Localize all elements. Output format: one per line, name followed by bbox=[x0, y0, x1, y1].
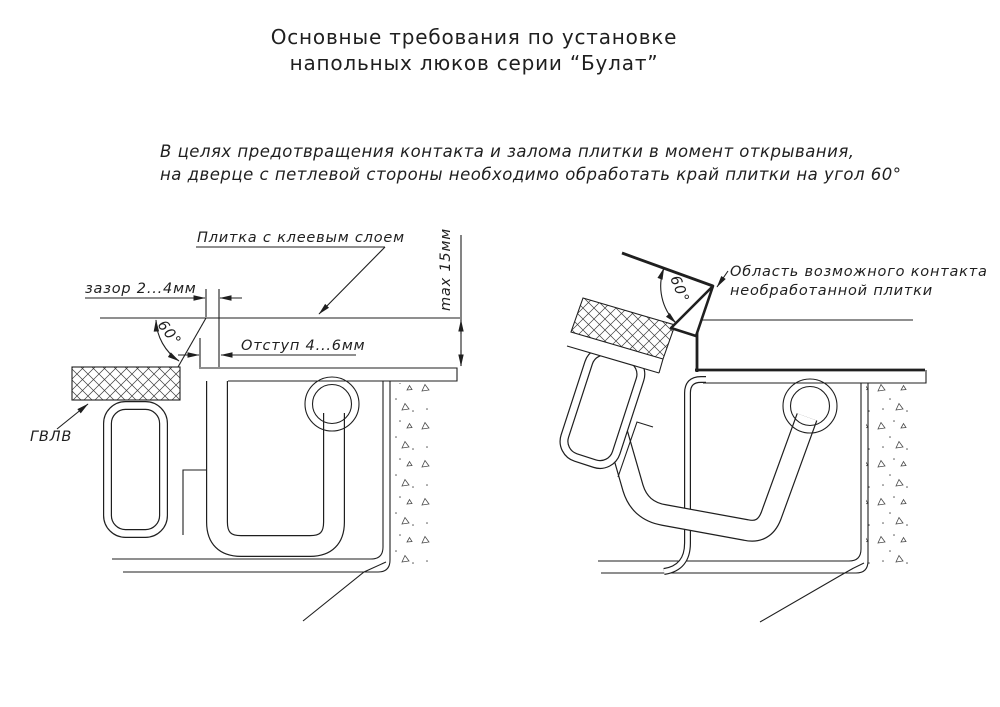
closed-hatch-view bbox=[30, 228, 461, 621]
door-pan-step bbox=[183, 470, 206, 535]
contact-label-leader bbox=[717, 271, 728, 287]
tile-label: Плитка с клеевым слоем bbox=[197, 230, 405, 246]
hinge-arm-tube bbox=[217, 372, 334, 546]
contact-label-line-1: Область возможного контакта bbox=[730, 264, 988, 280]
note-text bbox=[160, 142, 902, 184]
break-line bbox=[303, 562, 386, 621]
gvlv-leader bbox=[57, 404, 88, 429]
door-stiffener-tube bbox=[108, 406, 164, 534]
concrete-texture bbox=[866, 384, 911, 570]
angle-label-open: 60° bbox=[666, 273, 692, 306]
break-line bbox=[760, 563, 864, 622]
note-line-1: В целях предотвращения контакта и залома плитки в момент открывания, bbox=[160, 142, 855, 161]
frame-support-profile bbox=[664, 380, 706, 572]
contact-label-line-2: необработанной плитки bbox=[730, 283, 933, 299]
title-line-2: напольных люков серии “Булат” bbox=[289, 51, 659, 75]
offset-label: Отступ 4...6мм bbox=[241, 338, 366, 354]
open-hatch-view bbox=[560, 253, 988, 622]
gvlv-label: ГВЛВ bbox=[30, 429, 73, 445]
angle-label-closed: 60° bbox=[153, 317, 184, 350]
tile-label-leader bbox=[319, 247, 385, 314]
max-height-label: max 15мм bbox=[438, 228, 454, 311]
title-line-1: Основные требования по установке bbox=[270, 25, 678, 49]
drawing-title bbox=[271, 25, 678, 75]
gap-label: зазор 2...4мм bbox=[85, 281, 197, 297]
tile-bevel-edge bbox=[178, 318, 206, 367]
gvlv-board bbox=[72, 367, 180, 400]
concrete-texture bbox=[392, 383, 433, 570]
note-line-2: на дверце с петлевой стороны необходимо обработать край плитки на угол 60° bbox=[160, 165, 902, 184]
